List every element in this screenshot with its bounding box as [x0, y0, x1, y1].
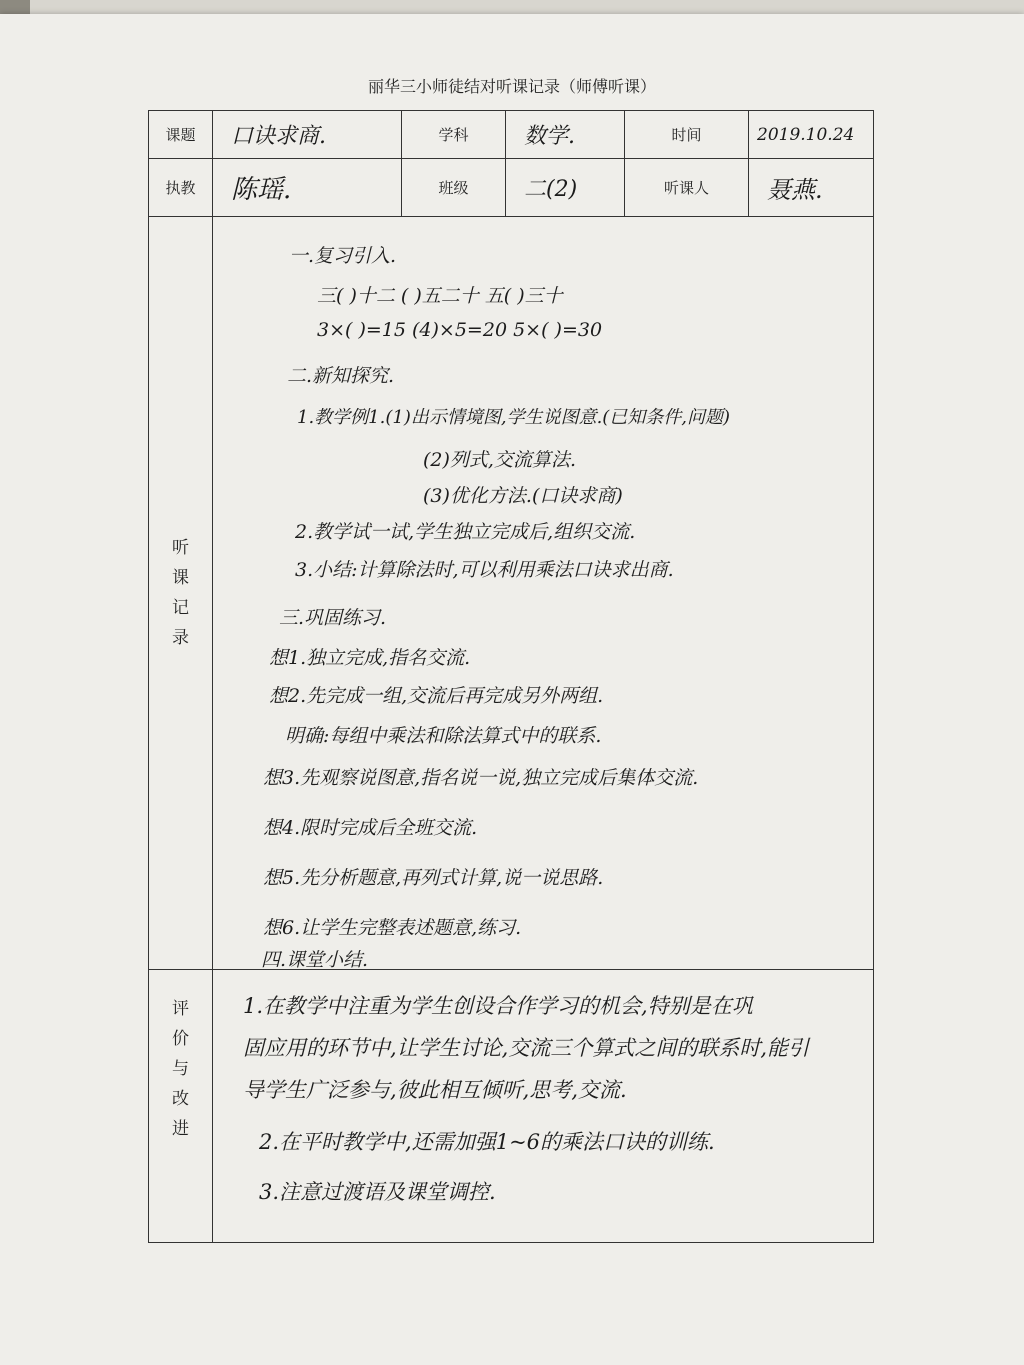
- note-line: 明确:每组中乘法和除法算式中的联系.: [285, 725, 602, 747]
- class-label: 班级: [402, 159, 506, 217]
- notes-label-char: 听: [172, 538, 189, 558]
- observation-record-table: [148, 110, 874, 1243]
- evaluation-label-char: 价: [172, 1029, 189, 1049]
- evaluation-content: [213, 970, 874, 1243]
- note-line: 四.课堂小结.: [261, 949, 369, 971]
- evaluation-line: 3.注意过渡语及课堂调控.: [259, 1180, 496, 1204]
- listener-value: 聂燕.: [749, 159, 874, 217]
- note-line: 想4.限时完成后全班交流.: [263, 817, 478, 839]
- topic-label: 课题: [149, 111, 213, 159]
- teacher-value: 陈瑶.: [213, 159, 402, 217]
- class-value: 二(2): [506, 159, 625, 217]
- note-line: 3.小结:计算除法时,可以利用乘法口诀求出商.: [295, 559, 674, 581]
- evaluation-line: 固应用的环节中,让学生讨论,交流三个算式之间的联系时,能引: [243, 1036, 810, 1060]
- subject-label: 学科: [402, 111, 506, 159]
- header-row-1: [149, 111, 874, 159]
- note-line: 2.教学试一试,学生独立完成后,组织交流.: [295, 521, 636, 543]
- note-line: 想3.先观察说图意,指名说一说,独立完成后集体交流.: [263, 767, 699, 789]
- notes-label-char: 记: [172, 598, 189, 618]
- note-line: 一.复习引入.: [289, 245, 397, 267]
- note-line: 想1.独立完成,指名交流.: [269, 647, 471, 669]
- note-line: 1.教学例1.(1)出示情境图,学生说图意.(已知条件,问题): [297, 407, 731, 428]
- notes-row: [149, 217, 874, 970]
- evaluation-label-char: 进: [172, 1119, 189, 1139]
- note-line: 3×( )=15 (4)×5=20 5×( )=30: [317, 319, 603, 341]
- evaluation-label-char: 评: [172, 999, 189, 1019]
- listener-label: 听课人: [625, 159, 749, 217]
- note-line: 想6.让学生完整表述题意,练习.: [263, 917, 522, 939]
- notes-label-char: 课: [172, 568, 189, 588]
- evaluation-label: [149, 970, 213, 1243]
- note-line: (3)优化方法.(口诀求商): [423, 485, 623, 507]
- note-line: 想2.先完成一组,交流后再完成另外两组.: [269, 685, 604, 707]
- evaluation-line: 1.在教学中注重为学生创设合作学习的机会,特别是在巩: [243, 994, 753, 1018]
- evaluation-line: 导学生广泛参与,彼此相互倾听,思考,交流.: [243, 1078, 627, 1102]
- note-line: 三.巩固练习.: [279, 607, 387, 629]
- time-label: 时间: [625, 111, 749, 159]
- note-line: 二.新知探究.: [287, 365, 395, 387]
- teacher-label: 执教: [149, 159, 213, 217]
- notes-content: [213, 217, 874, 970]
- time-value: 2019.10.24: [749, 111, 874, 159]
- notes-label-char: 录: [172, 628, 189, 648]
- note-line: (2)列式,交流算法.: [423, 449, 576, 471]
- evaluation-row: [149, 970, 874, 1243]
- topic-value: 口诀求商.: [213, 111, 402, 159]
- note-line: 想5.先分析题意,再列式计算,说一说思路.: [263, 867, 604, 889]
- subject-value: 数学.: [506, 111, 625, 159]
- evaluation-line: 2.在平时教学中,还需加强1~6的乘法口诀的训练.: [259, 1130, 715, 1154]
- document-title: 丽华三小师徒结对听课记录（师傅听课）: [367, 77, 656, 96]
- notes-label: [149, 217, 213, 970]
- evaluation-label-char: 改: [172, 1089, 189, 1109]
- header-row-2: [149, 159, 874, 217]
- evaluation-label-char: 与: [172, 1059, 189, 1079]
- note-line: 三( )十二 ( )五二十 五( )三十: [317, 285, 563, 307]
